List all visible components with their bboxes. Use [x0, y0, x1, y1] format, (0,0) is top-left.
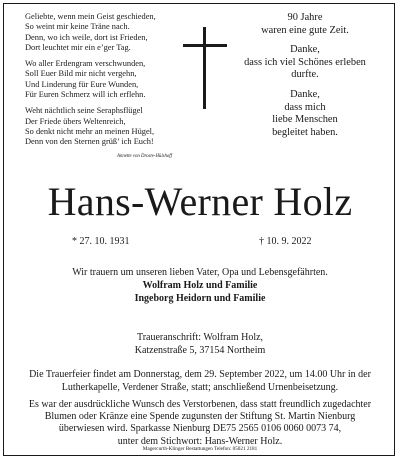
poem-stanza [25, 12, 175, 53]
poem-line: Dort leuchtet mir ein e’ger Tag. [25, 42, 131, 52]
gratitude-block [232, 44, 378, 82]
mourning-address [0, 331, 400, 357]
poem-line: So denkt nicht mehr an meinen Hügel, [25, 126, 155, 136]
poem-line: Denn, wo ich weile, dort ist Frieden, [25, 32, 148, 42]
poem-line: Soll Euer Bild mir nicht vergehn, [25, 69, 137, 79]
gratitude-line: Danke, [290, 44, 320, 56]
funeral-home-footer: Magercurth-Klinger Bestattungen Telefon: 05021 2181 [142, 446, 258, 452]
gratitude-text [232, 12, 378, 146]
poem-stanza [25, 59, 175, 100]
address-line: Traueranschrift: Wolfram Holz, [136, 332, 264, 343]
gratitude-block [232, 89, 378, 139]
donation-request [0, 399, 400, 448]
poem-line: Geliebte, wenn mein Geist geschieden, [25, 12, 156, 21]
donation-line: unter dem Stichwort: Hans-Werner Holz. [117, 435, 283, 447]
cross-icon [183, 27, 227, 109]
poem-line: Der Friede übers Weltenreich, [25, 116, 126, 126]
funeral-line: Die Trauerfeier findet am Donnerstag, dem 29. September 2022, um 14.00 Uhr in der [29, 369, 371, 380]
poem-stanza [25, 106, 175, 147]
poem-line: So weint mir keine Träne nach. [25, 22, 130, 32]
poem-line: Und Linderung für Eure Wunden, [25, 79, 139, 89]
poem-line: Für Euren Schmerz will ich erflehn. [25, 90, 146, 100]
poem-line: Wo aller Erdengram verschwunden, [25, 59, 146, 69]
family-name: Wolfram Holz und Familie [142, 280, 258, 291]
family-name: Ingeborg Heidorn und Familie [134, 293, 266, 304]
gratitude-line: waren eine gute Zeit. [261, 24, 349, 36]
cross-horizontal-bar [183, 44, 227, 47]
cross-vertical-bar [203, 27, 206, 109]
mourning-intro: Wir trauern um unseren lieben Vater, Opa und Lebensgefährten. [72, 267, 328, 278]
donation-line: Es war der ausdrückliche Wunsch des Verstorbenen, dass statt freundlich zugedachter [28, 399, 372, 410]
death-date: † 10. 9. 2022 [259, 236, 312, 247]
gratitude-line: 90 Jahre [287, 12, 323, 23]
funeral-info [0, 369, 400, 395]
gratitude-line: liebe Menschen [272, 114, 338, 126]
gratitude-line: begleitet haben. [272, 126, 338, 138]
poem-line: Weht nächtlich seine Seraphsflügel [25, 106, 143, 116]
donation-line: Blumen oder Kränze eine Spende zugunsten der Stiftung St. Martin Nienburg [44, 411, 356, 423]
gratitude-line: Danke, [290, 88, 320, 100]
poem [25, 12, 175, 154]
poem-author: Annette von Droste-Hülshoff [117, 154, 172, 159]
funeral-line: Lutherkapelle, Verdener Straße, statt; anschließend Urnenbeisetzung. [61, 381, 339, 393]
donation-line: überwiesen wird. Sparkasse Nienburg DE75 2565 0106 0060 0073 74, [58, 423, 342, 435]
address-line: Katzenstraße 5, 37154 Northeim [134, 345, 266, 356]
gratitude-block [232, 12, 378, 37]
gratitude-line: dass ich viel Schönes erleben [244, 56, 366, 68]
gratitude-line: durfte. [291, 69, 319, 81]
deceased-name: Hans-Werner Holz [47, 179, 353, 224]
poem-line: Denn von den Sternen grüß’ ich Euch! [25, 137, 154, 147]
birth-date: * 27. 10. 1931 [72, 236, 130, 247]
mourning-section [0, 266, 400, 305]
gratitude-line: dass mich [284, 101, 326, 113]
